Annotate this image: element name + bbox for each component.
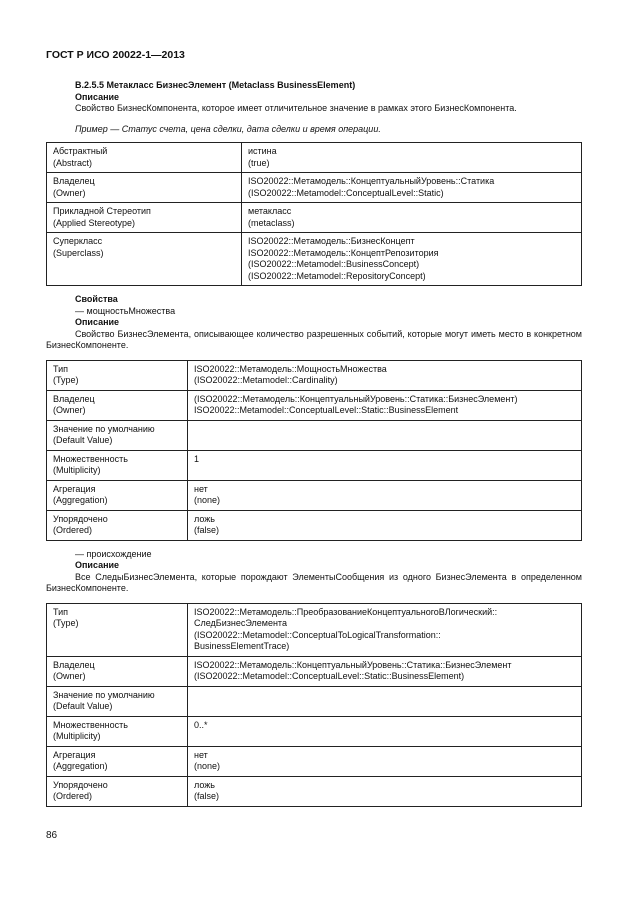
property-name-line: Агрегация bbox=[53, 749, 96, 760]
property-value-line: (ISO20022::Metamodel::Cardinality) bbox=[194, 375, 338, 385]
property-name-line: (Superclass) bbox=[53, 247, 104, 258]
property-value-cell bbox=[188, 390, 582, 420]
property-name-line: (Multiplicity) bbox=[53, 465, 101, 475]
property-name-line: (Aggregation) bbox=[53, 495, 108, 505]
property-value-line: (ISO20022::Метамодель::КонцептуальныйУровень::Статика::БизнесЭлемент) bbox=[194, 393, 518, 404]
table-row bbox=[47, 656, 582, 686]
property-value-cell bbox=[188, 420, 582, 450]
property-value-line: (true) bbox=[248, 157, 270, 168]
table-row bbox=[47, 203, 582, 233]
property-value-line: (none) bbox=[194, 495, 221, 505]
property-value-cell bbox=[242, 233, 582, 286]
property-value-line: (none) bbox=[194, 761, 221, 771]
property-value-line: метакласс bbox=[248, 206, 292, 216]
property-name-cell bbox=[47, 420, 188, 450]
property-value-cell bbox=[188, 510, 582, 540]
property-value-line: ISO20022::Метамодель::ПреобразованиеКонцептуальногоВЛогический:: bbox=[194, 606, 498, 617]
table-row bbox=[47, 603, 582, 656]
property-name-line: (Ordered) bbox=[53, 791, 93, 801]
property-cardinality: — мощностьМножества bbox=[75, 305, 176, 316]
property-value-cell bbox=[242, 173, 582, 203]
property-name-line: Тип bbox=[53, 363, 69, 374]
property-name-cell bbox=[47, 686, 188, 716]
property-value-line: ISO20022::Метамодель::КонцептуальныйУровень::Статика::БизнесЭлемент bbox=[194, 659, 512, 670]
metaclass-table bbox=[46, 142, 582, 286]
property-value-line: ISO20022::Метамодель::КонцептуальныйУровень::Статика bbox=[248, 176, 495, 186]
property-name-line: (Type) bbox=[53, 375, 79, 385]
table-row bbox=[47, 480, 582, 510]
property-value-line: BusinessElementTrace) bbox=[194, 641, 290, 651]
property-name-line: (Default Value) bbox=[53, 435, 113, 445]
origin-description-text: Все СледыБизнесЭлемента, которые порождают ЭлементыСообщения из одного БизнесЭлемента в определенном БизнесКомпоненте. bbox=[46, 571, 582, 593]
property-value-line: ISO20022::Метамодель::МощностьМножества bbox=[194, 363, 387, 374]
property-value-line: ложь bbox=[194, 513, 215, 524]
property-name-cell bbox=[47, 450, 188, 480]
table-row bbox=[47, 143, 582, 173]
property-name-line: (Owner) bbox=[53, 405, 86, 415]
property-name-line: Значение по умолчанию bbox=[53, 423, 155, 434]
property-name-cell bbox=[47, 480, 188, 510]
property-name-line: Абстрактный bbox=[53, 146, 108, 156]
property-name-line: (Owner) bbox=[53, 671, 86, 681]
property-value-line: ISO20022::Metamodel::ConceptualLevel::Static::BusinessElement bbox=[194, 405, 459, 415]
property-name-line: Прикладной Стереотип bbox=[53, 206, 151, 216]
table-row bbox=[47, 776, 582, 806]
cardinality-table bbox=[46, 360, 582, 541]
property-name-cell bbox=[47, 203, 242, 233]
table-row bbox=[47, 686, 582, 716]
property-name-line: Владелец bbox=[53, 393, 95, 404]
property-value-line: 0..* bbox=[194, 719, 208, 730]
property-value-line: (ISO20022::Metamodel::ConceptualToLogicalTransformation:: bbox=[194, 629, 441, 640]
property-name-line: Агрегация bbox=[53, 483, 96, 494]
property-value-cell bbox=[188, 360, 582, 390]
property-value-cell bbox=[188, 716, 582, 746]
property-name-cell bbox=[47, 746, 188, 776]
property-name-line: Упорядочено bbox=[53, 513, 108, 524]
property-name-cell bbox=[47, 603, 188, 656]
property-name-line: Множественность bbox=[53, 453, 128, 464]
table-row bbox=[47, 360, 582, 390]
table-row bbox=[47, 510, 582, 540]
property-value-line: нет bbox=[194, 483, 208, 494]
property-value-line: СледБизнесЭлемента bbox=[194, 618, 287, 628]
property-name-cell bbox=[47, 390, 188, 420]
table-row bbox=[47, 716, 582, 746]
property-value-line: (ISO20022::Metamodel::BusinessConcept) bbox=[248, 259, 420, 269]
properties-description-title: Описание bbox=[75, 317, 120, 327]
property-value-cell bbox=[188, 603, 582, 656]
property-value-cell bbox=[188, 656, 582, 686]
properties-title: Свойства bbox=[75, 294, 118, 304]
property-name-cell bbox=[47, 173, 242, 203]
property-value-line: 1 bbox=[194, 453, 200, 464]
property-name-cell bbox=[47, 143, 242, 173]
table-row bbox=[47, 233, 582, 286]
page-number: 86 bbox=[46, 830, 58, 841]
property-value-line: ISO20022::Метамодель::КонцептРепозитория bbox=[248, 247, 439, 258]
table-row bbox=[47, 173, 582, 203]
property-name-line: (Applied Stereotype) bbox=[53, 217, 136, 228]
description-text: Свойство БизнесКомпонента, которое имеет отличительное значение в рамках этого БизнесКомпонента. bbox=[75, 103, 517, 113]
property-value-cell bbox=[188, 480, 582, 510]
page-content bbox=[46, 80, 582, 807]
property-value-line: истина bbox=[248, 146, 277, 156]
property-value-line: (ISO20022::Metamodel::ConceptualLevel::Static::BusinessElement) bbox=[194, 671, 465, 681]
example-text: Пример — Статус счета, цена сделки, дата сделки и время операции. bbox=[75, 123, 381, 134]
property-name-cell bbox=[47, 360, 188, 390]
property-value-cell bbox=[188, 450, 582, 480]
document-header: ГОСТ Р ИСО 20022-1—2013 bbox=[46, 49, 185, 61]
property-value-line: (false) bbox=[194, 525, 220, 535]
property-name-line: Множественность bbox=[53, 719, 128, 730]
property-value-line: ложь bbox=[194, 779, 215, 790]
property-value-line: (false) bbox=[194, 791, 220, 801]
table-row bbox=[47, 450, 582, 480]
property-name-line: (Ordered) bbox=[53, 525, 93, 535]
property-name-cell bbox=[47, 656, 188, 686]
property-value-line: (ISO20022::Metamodel::RepositoryConcept) bbox=[248, 270, 426, 281]
property-value-cell bbox=[242, 203, 582, 233]
property-value-line: (metaclass) bbox=[248, 217, 295, 228]
properties-description-text: Свойство БизнесЭлемента, описывающее количество разрешенных событий, которые могут иметь место в конкретном БизнесКомпоненте. bbox=[46, 328, 582, 350]
property-value-line: (ISO20022::Metamodel::ConceptualLevel::Static) bbox=[248, 187, 444, 198]
table-row bbox=[47, 746, 582, 776]
section-heading: B.2.5.5 Метакласс БизнесЭлемент (Metaclass BusinessElement) bbox=[75, 80, 356, 90]
property-value-cell bbox=[188, 746, 582, 776]
property-value-cell bbox=[242, 143, 582, 173]
property-name-line: Значение по умолчанию bbox=[53, 689, 155, 700]
property-name-line: (Type) bbox=[53, 618, 79, 628]
property-name-line: Тип bbox=[53, 606, 69, 617]
property-name-line: (Abstract) bbox=[53, 157, 93, 168]
property-origin: — происхождение bbox=[75, 548, 152, 559]
table-row bbox=[47, 420, 582, 450]
origin-table bbox=[46, 603, 582, 807]
property-name-cell bbox=[47, 776, 188, 806]
property-value-line: ISO20022::Метамодель::БизнесКонцепт bbox=[248, 236, 415, 246]
property-name-line: (Multiplicity) bbox=[53, 731, 101, 741]
property-name-line: (Aggregation) bbox=[53, 761, 108, 771]
property-name-line: (Default Value) bbox=[53, 701, 113, 711]
origin-description-title: Описание bbox=[75, 560, 120, 570]
property-name-line: (Owner) bbox=[53, 187, 86, 198]
description-title: Описание bbox=[75, 91, 120, 102]
property-value-cell bbox=[188, 686, 582, 716]
table-row bbox=[47, 390, 582, 420]
property-name-line: Суперкласс bbox=[53, 236, 103, 246]
property-name-line: Упорядочено bbox=[53, 779, 108, 790]
property-name-cell bbox=[47, 233, 242, 286]
property-name-line: Владелец bbox=[53, 176, 95, 186]
property-name-cell bbox=[47, 716, 188, 746]
property-value-line: нет bbox=[194, 749, 208, 760]
property-name-cell bbox=[47, 510, 188, 540]
property-value-cell bbox=[188, 776, 582, 806]
property-name-line: Владелец bbox=[53, 659, 95, 670]
